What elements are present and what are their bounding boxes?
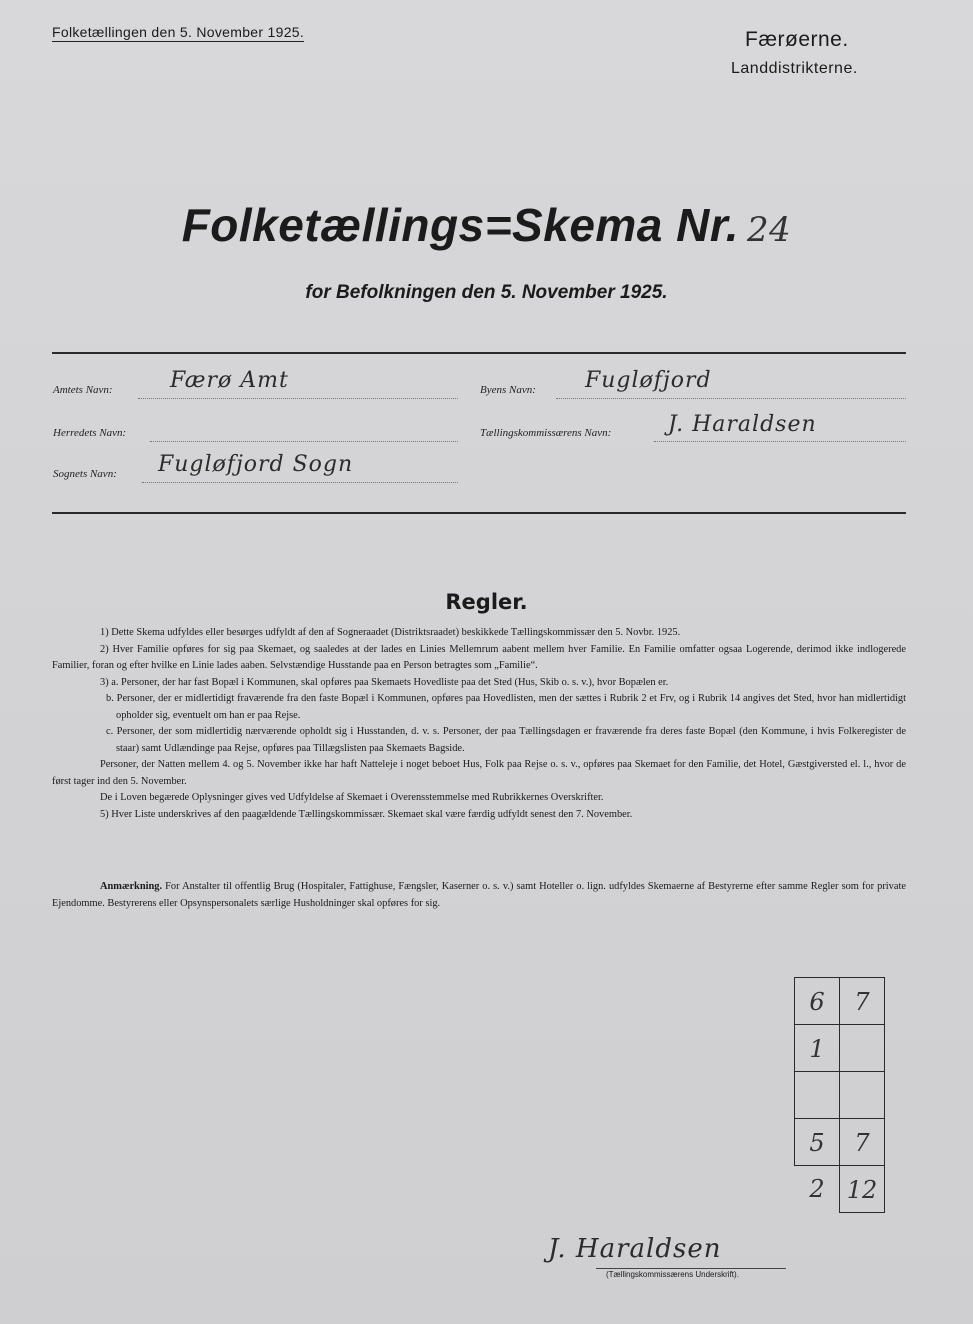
by-label: Byens Navn: <box>480 384 536 396</box>
tally-cell: 5 <box>794 1118 840 1166</box>
amt-line <box>138 398 458 399</box>
form-title <box>0 198 973 252</box>
tally-cell: 2 <box>809 1175 825 1203</box>
amt-value: Færø Amt <box>170 368 289 393</box>
rule-3d: Personer, der Natten mellem 4. og 5. November ikke har haft Natteleje i noget beboet Hus, Folk paa Rejse o. s. v., opføres paa Skemaet for den Familie, det Hotel, Gæstgiversted el. l., hvor de først tager ind den 5. November. <box>52 759 906 787</box>
sogn-value: Fugløfjord Sogn <box>158 452 354 477</box>
signature-handwritten: J. Haraldsen <box>548 1234 722 1264</box>
region-title: Færøerne. <box>745 28 849 51</box>
rule-3a: 3) a. Personer, der har fast Bopæl i Kommunen, skal opføres paa Skemaets Hovedliste paa det Sted (Hus, Skib o. s. v.), hvor Bopælen er. <box>100 676 669 688</box>
rule-3c: c. Personer, der som midlertidig nærværende opholdt sig i Husstanden, d. v. s. Personer, der paa Tællingsdagen er fraværende fra deres faste Bopæl (den Kommune, i hvis Folkeregister de staar) samt Udlændinge paa Rejse, opføres paa Tillægslisten paa Skemaets Bagside. <box>106 726 906 754</box>
top-divider <box>52 352 906 354</box>
tally-cell <box>839 1071 885 1119</box>
form-title-text: Folketællings=Skema Nr. <box>181 199 740 251</box>
note-paragraph <box>52 878 906 912</box>
tally-cell: 12 <box>839 1165 885 1213</box>
sogn-label: Sognets Navn: <box>53 468 117 480</box>
rule-5: 5) Hver Liste underskrives af den paagældende Tællingskommissær. Skemaet skal være færdig udfyldt senest den 7. November. <box>100 808 633 820</box>
tally-cell: 6 <box>794 977 840 1025</box>
rule-4: De i Loven begærede Oplysninger gives ved Udfyldelse af Skemaet i Overensstemmelse med Rubrikkernes Overskrifter. <box>100 792 604 803</box>
note-text: For Anstalter til offentlig Brug (Hospitaler, Fattighuse, Fængsler, Kaserner o. s. v.) samt Hoteller o. lign. udfyldes Skemaerne af Bestyrerne efter samme Regler som for private Ejendomme. Bestyrerens eller Opsynspersonalets særlige Husholdninger skal opføres for sig. <box>52 881 906 909</box>
herred-label: Herredets Navn: <box>53 427 127 439</box>
form-number-handwritten: 24 <box>747 210 792 250</box>
tally-cell: 1 <box>794 1024 840 1072</box>
census-date-header: Folketællingen den 5. November 1925. <box>52 24 305 40</box>
amt-label: Amtets Navn: <box>53 384 113 396</box>
tally-cell <box>839 1024 885 1072</box>
note-label: Anmærkning. <box>100 881 163 892</box>
region-subtitle: Landdistrikterne. <box>731 60 858 77</box>
rules-body <box>52 625 906 823</box>
rule-3b: b. Personer, der er midlertidigt fraværende fra den faste Bopæl i Kommunen, opføres paa Hovedlisten, men der sættes i Rubrik 2 et Frv, og i Rubrik 14 angives det Sted, hvor han midlertidigt opholder sig, eventuelt om han er paa Rejse. <box>106 693 906 721</box>
kommissaer-value: J. Haraldsen <box>668 412 817 437</box>
bottom-divider <box>52 512 906 514</box>
form-subtitle: for Befolkningen den 5. November 1925. <box>305 282 668 303</box>
rule-1: 1) Dette Skema udfyldes eller besørges udfyldt af den af Sogneraadet (Distriktsraadet) beskikkede Tællingskommissær den 5. Novbr. 1925. <box>100 627 681 638</box>
rule-2: 2) Hver Familie opføres for sig paa Skemaet, og saaledes at der lades en Linies Mellemrum aabent mellem hver Familie. En Familie omfatter ogsaa Logerende, derimod ikke indlogerede Familier, foran og efter hvilke en Linie lades aaben. Selvstændige Husstande paa en Person betragtes som „Familie“. <box>52 643 906 671</box>
kommissaer-line <box>654 441 906 442</box>
signature-line <box>596 1268 786 1269</box>
tally-cell: 7 <box>839 977 885 1025</box>
signature-caption: (Tællingskommissærens Underskrift). <box>606 1270 739 1279</box>
by-value: Fugløfjord <box>585 368 712 393</box>
by-line <box>556 398 906 399</box>
rules-heading: Regler. <box>445 590 528 614</box>
tally-cell: 7 <box>839 1118 885 1166</box>
kommissaer-label: Tællingskommissærens Navn: <box>480 427 612 439</box>
tally-cell <box>794 1071 840 1119</box>
sogn-line <box>142 482 458 483</box>
herred-line <box>150 441 458 442</box>
